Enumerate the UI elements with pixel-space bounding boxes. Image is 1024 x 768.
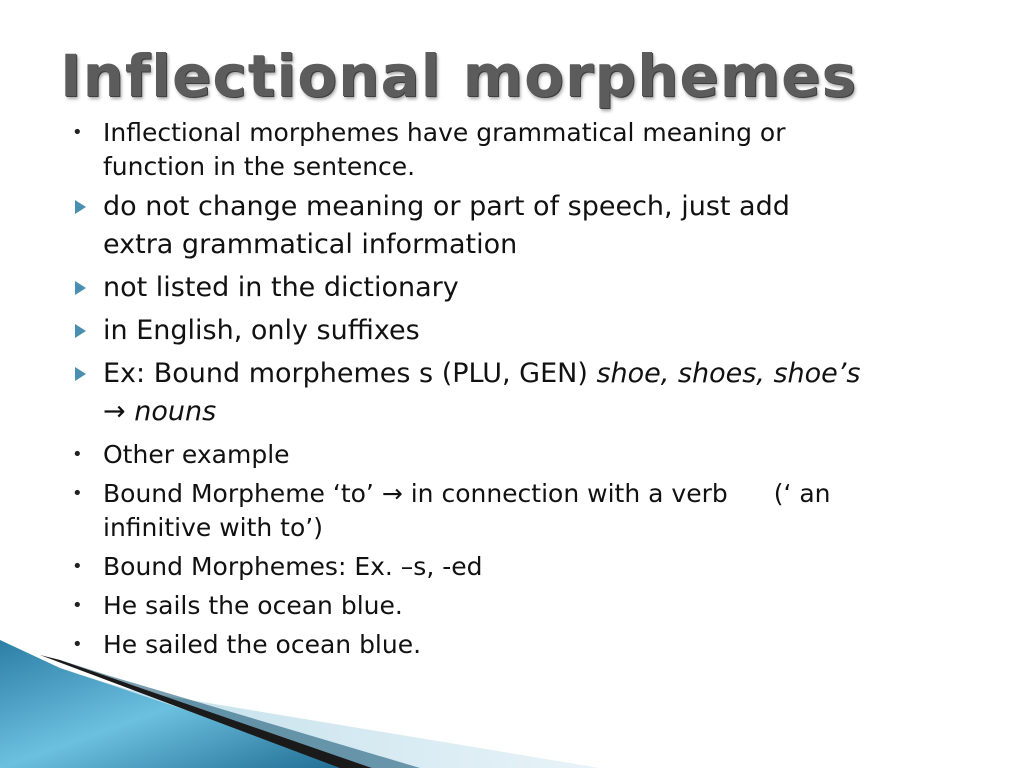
right-arrow-icon: → [103, 396, 126, 427]
list-item-line: infinitive with to’) [103, 513, 323, 542]
list-item-line: He sails the ocean blue. [103, 591, 403, 620]
list-item-line [103, 477, 963, 511]
list-item-line: extra grammatical information [103, 229, 518, 260]
list-item-line: Bound Morphemes: Ex. –s, -ed [103, 552, 483, 581]
list-item [0, 628, 1000, 662]
list-item-line [103, 393, 963, 431]
dot-bullet-icon: • [72, 483, 83, 504]
slide-title: Inflectional morphemes [60, 42, 857, 110]
right-arrow-icon: → [381, 479, 403, 508]
example-words: shoe, shoes, shoe’s [596, 358, 861, 389]
connection-text: in connection with a verb [402, 479, 728, 508]
list-item-line [103, 355, 963, 393]
dot-bullet-icon: • [72, 595, 83, 616]
bound-morpheme-text: Bound Morpheme ‘to’ [103, 479, 382, 508]
list-item-line: in English, only suffixes [103, 315, 420, 346]
list-item-line: Inflectional morphemes have grammatical meaning or [103, 118, 786, 147]
list-item [0, 312, 1000, 350]
dot-bullet-icon: • [72, 122, 83, 143]
triangle-right-icon [75, 367, 87, 381]
list-item [0, 438, 1000, 472]
list-item-line: He sailed the ocean blue. [103, 630, 422, 659]
dot-bullet-icon: • [72, 444, 83, 465]
dot-bullet-icon: • [72, 556, 83, 577]
list-item [0, 188, 1000, 264]
example-category: nouns [134, 396, 217, 427]
list-item [0, 355, 1000, 431]
list-item-line: function in the sentence. [103, 152, 416, 181]
triangle-right-icon [75, 281, 87, 295]
list-item [0, 477, 1000, 545]
list-item [0, 269, 1000, 307]
triangle-right-icon [75, 324, 87, 338]
list-item-line: do not change meaning or part of speech, just add [103, 191, 790, 222]
list-item-line: Other example [103, 440, 290, 469]
list-item [0, 116, 1000, 184]
list-item [0, 550, 1000, 584]
list-item [0, 589, 1000, 623]
list-item-line: not listed in the dictionary [103, 272, 459, 303]
example-label: Ex: Bound morphemes s (PLU, GEN) [103, 358, 597, 389]
dot-bullet-icon: • [72, 634, 83, 655]
triangle-right-icon [75, 200, 87, 214]
parenthetical-text: (‘ an [773, 479, 831, 508]
